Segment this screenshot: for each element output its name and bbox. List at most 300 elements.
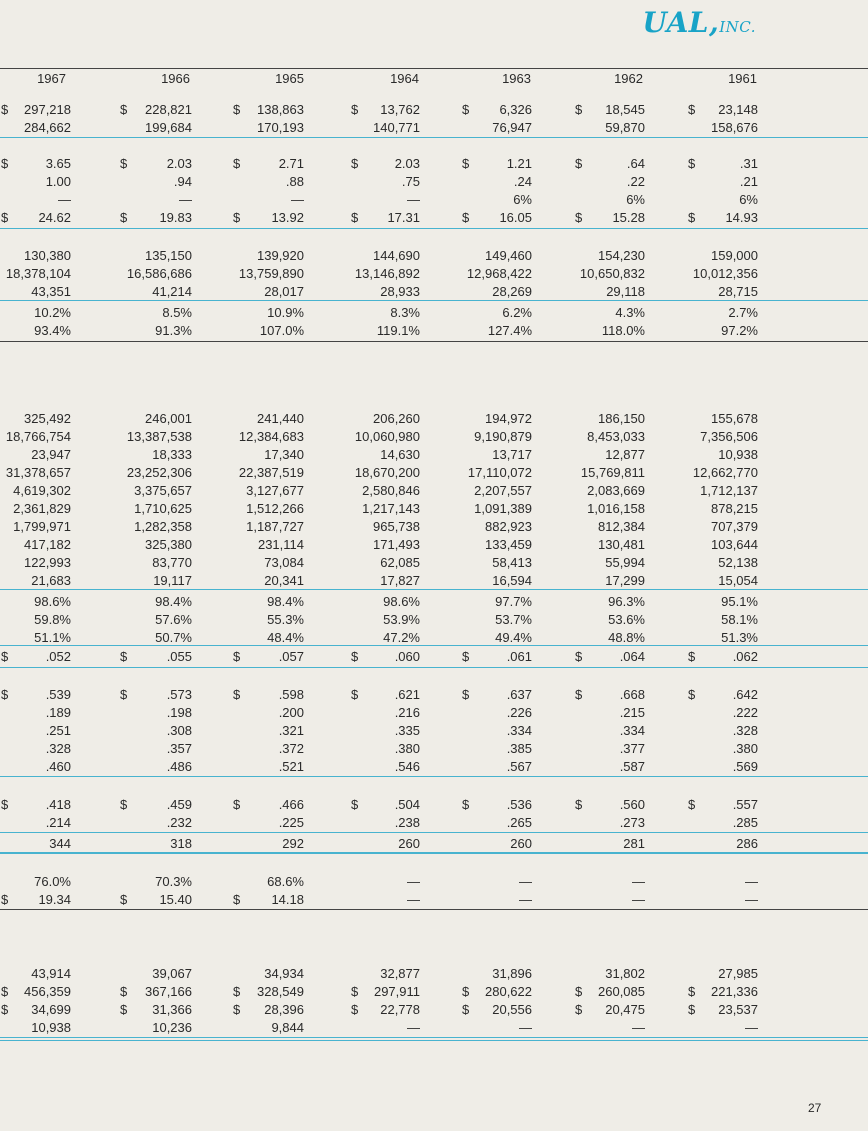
table-row xyxy=(0,611,868,629)
table-cell: — xyxy=(519,1020,532,1035)
table-cell: .380 xyxy=(394,741,420,756)
table-cell: 144,690 xyxy=(373,248,420,263)
table-cell: 13,387,538 xyxy=(126,429,192,444)
table-cell: 23,537 xyxy=(718,1002,758,1017)
table-cell: 43,914 xyxy=(31,966,71,981)
dollar-sign: $ xyxy=(462,687,470,702)
table-cell: .642 xyxy=(732,687,758,702)
table-row xyxy=(0,464,868,482)
table-cell: 3,375,657 xyxy=(134,483,192,498)
table-cell: 367,166 xyxy=(145,984,192,999)
table-cell: 7,356,506 xyxy=(700,429,758,444)
table-cell: 139,920 xyxy=(257,248,304,263)
table-cell: 57.6% xyxy=(155,612,192,627)
table-cell: 55.3% xyxy=(267,612,304,627)
table-cell: — xyxy=(519,892,532,907)
table-cell: 260 xyxy=(398,836,420,851)
table-cell: .88 xyxy=(285,174,304,189)
table-cell: 53.6% xyxy=(608,612,645,627)
table-cell: — xyxy=(632,892,645,907)
table-cell: .573 xyxy=(166,687,192,702)
table-cell: 58.1% xyxy=(721,612,758,627)
table-cell: 68.6% xyxy=(267,874,304,889)
table-row xyxy=(0,322,868,340)
table-cell: 31,366 xyxy=(152,1002,192,1017)
table-cell: .560 xyxy=(619,797,645,812)
dollar-sign: $ xyxy=(120,984,128,999)
table-cell: 8,453,033 xyxy=(587,429,645,444)
table-cell: 20,475 xyxy=(605,1002,645,1017)
table-cell: 51.3% xyxy=(721,630,758,645)
table-cell: 199,684 xyxy=(145,120,192,135)
table-cell: 2,580,846 xyxy=(362,483,420,498)
table-row xyxy=(0,101,868,119)
table-cell: .637 xyxy=(506,687,532,702)
year-1964: 1964 xyxy=(390,71,419,86)
dollar-sign: $ xyxy=(351,210,359,225)
table-cell: — xyxy=(407,192,420,207)
dollar-sign: $ xyxy=(462,1002,470,1017)
table-cell: 48.8% xyxy=(608,630,645,645)
table-row xyxy=(0,740,868,758)
table-row xyxy=(0,173,868,191)
table-cell: — xyxy=(407,874,420,889)
dollar-sign: $ xyxy=(688,1002,696,1017)
table-cell: 170,193 xyxy=(257,120,304,135)
dollar-sign: $ xyxy=(462,210,470,225)
table-cell: .22 xyxy=(626,174,645,189)
table-cell: 28,933 xyxy=(380,284,420,299)
table-cell: .357 xyxy=(166,741,192,756)
table-cell: 50.7% xyxy=(155,630,192,645)
dollar-sign: $ xyxy=(688,210,696,225)
section-divider xyxy=(0,909,868,910)
table-row xyxy=(0,554,868,572)
table-cell: .321 xyxy=(278,723,304,738)
dollar-sign: $ xyxy=(233,1002,241,1017)
table-cell: .238 xyxy=(394,815,420,830)
table-cell: .285 xyxy=(732,815,758,830)
dollar-sign: $ xyxy=(688,156,696,171)
table-row xyxy=(0,704,868,722)
table-cell: .251 xyxy=(45,723,71,738)
table-cell: .328 xyxy=(45,741,71,756)
table-cell: 6,326 xyxy=(499,102,532,117)
table-cell: 22,778 xyxy=(380,1002,420,1017)
table-cell: .569 xyxy=(732,759,758,774)
table-cell: .31 xyxy=(739,156,758,171)
page-number: 27 xyxy=(808,1101,822,1115)
table-cell: 297,218 xyxy=(24,102,71,117)
table-cell: 18,545 xyxy=(605,102,645,117)
table-cell: 13.92 xyxy=(271,210,304,225)
table-cell: 1,016,158 xyxy=(587,501,645,516)
dollar-sign: $ xyxy=(575,156,583,171)
dollar-sign: $ xyxy=(575,687,583,702)
table-cell: 96.3% xyxy=(608,594,645,609)
dollar-sign: $ xyxy=(351,649,359,664)
table-cell: 98.4% xyxy=(267,594,304,609)
table-cell: 17,340 xyxy=(264,447,304,462)
table-cell: .418 xyxy=(45,797,71,812)
table-cell: 246,001 xyxy=(145,411,192,426)
table-row xyxy=(0,983,868,1001)
table-cell: 1,091,389 xyxy=(474,501,532,516)
table-cell: .459 xyxy=(166,797,192,812)
table-cell: 17.31 xyxy=(387,210,420,225)
table-cell: 260 xyxy=(510,836,532,851)
table-cell: — xyxy=(179,192,192,207)
table-cell: — xyxy=(519,874,532,889)
year-header xyxy=(0,70,868,88)
table-cell: 155,678 xyxy=(711,411,758,426)
table-cell: 10,938 xyxy=(718,447,758,462)
table-cell: 15.40 xyxy=(159,892,192,907)
dollar-sign: $ xyxy=(351,797,359,812)
table-row xyxy=(0,428,868,446)
table-row xyxy=(0,758,868,776)
table-cell: 14.93 xyxy=(725,210,758,225)
table-cell: 20,341 xyxy=(264,573,304,588)
table-cell: 34,934 xyxy=(264,966,304,981)
table-cell: 878,215 xyxy=(711,501,758,516)
table-cell: 107.0% xyxy=(259,323,304,338)
table-cell: .486 xyxy=(166,759,192,774)
bottom-rule xyxy=(0,1037,868,1038)
dollar-sign: $ xyxy=(120,649,128,664)
table-cell: 97.7% xyxy=(495,594,532,609)
year-1963: 1963 xyxy=(502,71,531,86)
table-cell: 1,799,971 xyxy=(13,519,71,534)
table-cell: 10,938 xyxy=(31,1020,71,1035)
table-cell: 59.8% xyxy=(34,612,71,627)
table-cell: 297,911 xyxy=(373,984,420,999)
section-divider xyxy=(0,341,868,342)
table-cell: 103,644 xyxy=(711,537,758,552)
year-1967: 1967 xyxy=(37,71,66,86)
table-cell: 18,333 xyxy=(152,447,192,462)
dollar-sign: $ xyxy=(233,210,241,225)
table-cell: .521 xyxy=(278,759,304,774)
table-row xyxy=(0,119,868,137)
table-cell: 14.18 xyxy=(271,892,304,907)
table-cell: 6% xyxy=(513,192,532,207)
table-cell: 31,802 xyxy=(605,966,645,981)
table-cell: 292 xyxy=(282,836,304,851)
table-row xyxy=(0,648,868,666)
table-row xyxy=(0,572,868,590)
bottom-rule xyxy=(0,1040,868,1041)
table-cell: 91.3% xyxy=(155,323,192,338)
dollar-sign: $ xyxy=(1,649,9,664)
table-cell: 417,182 xyxy=(24,537,71,552)
table-row xyxy=(0,283,868,301)
table-cell: 2,083,669 xyxy=(587,483,645,498)
year-1965: 1965 xyxy=(275,71,304,86)
table-cell: 41,214 xyxy=(152,284,192,299)
table-cell: .621 xyxy=(394,687,420,702)
table-cell: 12,384,683 xyxy=(238,429,304,444)
table-cell: 28,017 xyxy=(264,284,304,299)
table-cell: 20,556 xyxy=(492,1002,532,1017)
table-cell: .546 xyxy=(394,759,420,774)
table-cell: 15,054 xyxy=(718,573,758,588)
table-cell: 93.4% xyxy=(34,323,71,338)
section-rule xyxy=(0,776,868,777)
table-cell: 6% xyxy=(626,192,645,207)
section-rule xyxy=(0,832,868,833)
dollar-sign: $ xyxy=(120,210,128,225)
table-cell: 70.3% xyxy=(155,874,192,889)
table-cell: 1,512,266 xyxy=(246,501,304,516)
table-cell: 22,387,519 xyxy=(238,465,304,480)
dollar-sign: $ xyxy=(1,102,9,117)
table-cell: 12,662,770 xyxy=(692,465,758,480)
table-cell: 130,481 xyxy=(598,537,645,552)
table-cell: 118.0% xyxy=(601,323,645,338)
table-cell: 76.0% xyxy=(34,874,71,889)
table-cell: 31,896 xyxy=(492,966,532,981)
dollar-sign: $ xyxy=(688,797,696,812)
table-cell: 19.83 xyxy=(159,210,192,225)
table-cell: .460 xyxy=(45,759,71,774)
dollar-sign: $ xyxy=(688,102,696,117)
logo-inc: INC. xyxy=(719,18,756,36)
dollar-sign: $ xyxy=(575,1002,583,1017)
table-cell: 286 xyxy=(736,836,758,851)
dollar-sign: $ xyxy=(120,687,128,702)
table-cell: 2.71 xyxy=(278,156,304,171)
table-cell: 28,396 xyxy=(264,1002,304,1017)
table-cell: 4.3% xyxy=(615,305,645,320)
table-row xyxy=(0,593,868,611)
table-cell: 6.2% xyxy=(502,305,532,320)
table-cell: 24.62 xyxy=(38,210,71,225)
table-cell: 127.4% xyxy=(487,323,532,338)
table-cell: 221,336 xyxy=(711,984,758,999)
table-row xyxy=(0,209,868,227)
dollar-sign: $ xyxy=(1,1002,9,1017)
table-cell: 12,968,422 xyxy=(466,266,532,281)
table-cell: 328,549 xyxy=(257,984,304,999)
dollar-sign: $ xyxy=(233,102,241,117)
table-cell: .214 xyxy=(45,815,71,830)
table-cell: 18,766,754 xyxy=(5,429,71,444)
table-cell: .057 xyxy=(278,649,304,664)
table-cell: 43,351 xyxy=(31,284,71,299)
table-cell: 13,762 xyxy=(380,102,420,117)
table-cell: .385 xyxy=(506,741,532,756)
table-cell: 1.21 xyxy=(506,156,532,171)
dollar-sign: $ xyxy=(1,156,9,171)
table-row xyxy=(0,155,868,173)
table-row xyxy=(0,891,868,909)
table-cell: 231,114 xyxy=(257,537,304,552)
dollar-sign: $ xyxy=(462,102,470,117)
table-cell: 34,699 xyxy=(31,1002,71,1017)
table-cell: 47.2% xyxy=(383,630,420,645)
table-cell: 27,985 xyxy=(718,966,758,981)
year-1962: 1962 xyxy=(614,71,643,86)
table-cell: 95.1% xyxy=(721,594,758,609)
table-row xyxy=(0,722,868,740)
table-cell: .055 xyxy=(166,649,192,664)
table-cell: 281 xyxy=(623,836,645,851)
table-cell: .215 xyxy=(619,705,645,720)
table-cell: 707,379 xyxy=(711,519,758,534)
table-row xyxy=(0,446,868,464)
dollar-sign: $ xyxy=(575,210,583,225)
table-row xyxy=(0,686,868,704)
table-cell: 1,710,625 xyxy=(134,501,192,516)
table-cell: 10,060,980 xyxy=(354,429,420,444)
table-cell: 51.1% xyxy=(34,630,71,645)
table-row xyxy=(0,247,868,265)
table-cell: 2.03 xyxy=(166,156,192,171)
table-cell: .200 xyxy=(278,705,304,720)
dollar-sign: $ xyxy=(351,102,359,117)
table-cell: 6% xyxy=(739,192,758,207)
dollar-sign: $ xyxy=(351,156,359,171)
section-rule xyxy=(0,667,868,668)
dollar-sign: $ xyxy=(120,797,128,812)
table-row xyxy=(0,814,868,832)
dollar-sign: $ xyxy=(233,984,241,999)
table-cell: — xyxy=(745,892,758,907)
dollar-sign: $ xyxy=(120,102,128,117)
table-cell: — xyxy=(407,1020,420,1035)
table-cell: — xyxy=(58,192,71,207)
table-cell: — xyxy=(632,1020,645,1035)
dollar-sign: $ xyxy=(575,102,583,117)
table-cell: .598 xyxy=(278,687,304,702)
table-cell: 241,440 xyxy=(257,411,304,426)
table-cell: .536 xyxy=(506,797,532,812)
header-rule xyxy=(0,68,868,69)
table-cell: 58,413 xyxy=(492,555,532,570)
dollar-sign: $ xyxy=(462,984,470,999)
dollar-sign: $ xyxy=(1,210,9,225)
table-cell: 15.28 xyxy=(612,210,645,225)
table-cell: 135,150 xyxy=(145,248,192,263)
section-rule xyxy=(0,137,868,138)
table-cell: 2,207,557 xyxy=(474,483,532,498)
table-cell: 19,117 xyxy=(153,573,192,588)
table-cell: 31,378,657 xyxy=(5,465,71,480)
table-cell: 32,877 xyxy=(380,966,420,981)
table-cell: 10.9% xyxy=(267,305,304,320)
logo-main: UAL, xyxy=(642,6,720,39)
table-cell: .567 xyxy=(506,759,532,774)
table-cell: 3.65 xyxy=(45,156,71,171)
table-cell: 133,459 xyxy=(485,537,532,552)
dollar-sign: $ xyxy=(688,984,696,999)
table-cell: — xyxy=(632,874,645,889)
table-cell: 10,012,356 xyxy=(692,266,758,281)
table-row xyxy=(0,410,868,428)
table-cell: 13,717 xyxy=(492,447,532,462)
table-cell: 1,282,358 xyxy=(134,519,192,534)
table-cell: 39,067 xyxy=(152,966,192,981)
table-cell: .232 xyxy=(166,815,192,830)
table-cell: 122,993 xyxy=(24,555,71,570)
table-cell: 154,230 xyxy=(598,248,645,263)
table-cell: 9,844 xyxy=(271,1020,304,1035)
table-cell: .060 xyxy=(394,649,420,664)
table-cell: 1,217,143 xyxy=(362,501,420,516)
table-cell: .380 xyxy=(732,741,758,756)
table-cell: .189 xyxy=(45,705,71,720)
table-row xyxy=(0,265,868,283)
table-cell: 19.34 xyxy=(38,892,71,907)
table-cell: 17,299 xyxy=(605,573,645,588)
table-row xyxy=(0,482,868,500)
table-cell: 1,712,137 xyxy=(700,483,758,498)
table-cell: 52,138 xyxy=(718,555,758,570)
table-cell: .466 xyxy=(278,797,304,812)
table-cell: 97.2% xyxy=(721,323,758,338)
table-cell: .75 xyxy=(401,174,420,189)
dollar-sign: $ xyxy=(462,797,470,812)
table-cell: 53.7% xyxy=(495,612,532,627)
table-cell: 186,150 xyxy=(598,411,645,426)
table-cell: 1.00 xyxy=(45,174,71,189)
table-cell: 325,492 xyxy=(24,411,71,426)
table-cell: .334 xyxy=(619,723,645,738)
table-cell: 2,361,829 xyxy=(13,501,71,516)
table-cell: .377 xyxy=(619,741,645,756)
table-cell: 10.2% xyxy=(34,305,71,320)
dollar-sign: $ xyxy=(1,797,9,812)
table-cell: 16,594 xyxy=(492,573,532,588)
table-cell: 28,715 xyxy=(718,284,758,299)
table-cell: 8.5% xyxy=(162,305,192,320)
table-cell: 171,493 xyxy=(373,537,420,552)
table-cell: .21 xyxy=(739,174,758,189)
table-cell: 119.1% xyxy=(376,323,420,338)
dollar-sign: $ xyxy=(688,687,696,702)
table-cell: 28,269 xyxy=(492,284,532,299)
table-cell: 138,863 xyxy=(257,102,304,117)
table-cell: 140,771 xyxy=(373,120,420,135)
table-cell: .94 xyxy=(173,174,192,189)
table-cell: 318 xyxy=(170,836,192,851)
table-cell: 206,260 xyxy=(373,411,420,426)
table-cell: 10,236 xyxy=(152,1020,192,1035)
dollar-sign: $ xyxy=(120,1002,128,1017)
table-cell: .226 xyxy=(506,705,532,720)
table-cell: 16,586,686 xyxy=(126,266,192,281)
table-cell: .335 xyxy=(394,723,420,738)
dollar-sign: $ xyxy=(351,1002,359,1017)
table-cell: .225 xyxy=(278,815,304,830)
table-cell: 49.4% xyxy=(495,630,532,645)
table-cell: 260,085 xyxy=(598,984,645,999)
dollar-sign: $ xyxy=(351,984,359,999)
table-cell: .198 xyxy=(166,705,192,720)
table-cell: 17,827 xyxy=(380,573,420,588)
table-row xyxy=(0,536,868,554)
table-cell: .504 xyxy=(394,797,420,812)
table-row xyxy=(0,500,868,518)
table-cell: 76,947 xyxy=(492,120,532,135)
table-cell: 284,662 xyxy=(24,120,71,135)
table-cell: 62,085 xyxy=(380,555,420,570)
table-cell: 965,738 xyxy=(373,519,420,534)
table-cell: .222 xyxy=(732,705,758,720)
table-cell: 23,252,306 xyxy=(126,465,192,480)
table-row xyxy=(0,835,868,853)
